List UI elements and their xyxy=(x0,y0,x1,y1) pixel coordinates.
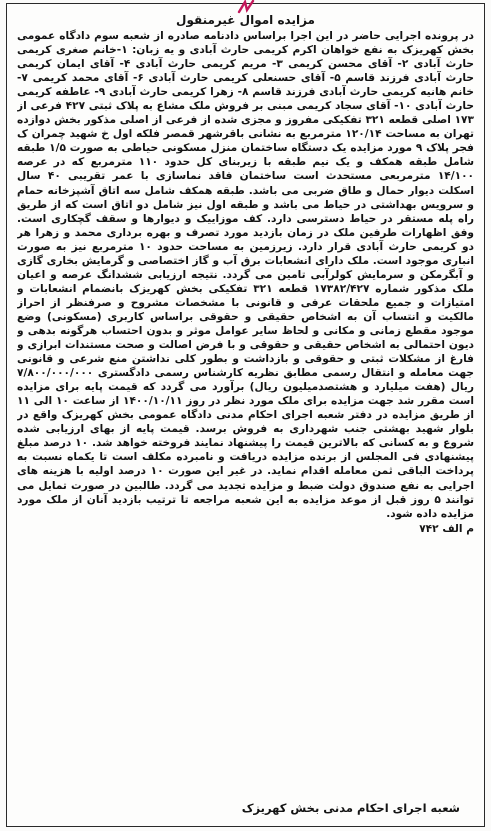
notice-reference: م الف ۷۴۲ xyxy=(419,522,474,535)
notice-frame xyxy=(6,3,485,827)
notice-content xyxy=(17,12,474,818)
notice-body: در پرونده اجرایی حاضر در این اجرا براساس دادنامه صادره از شعبه سوم دادگاه عمومی بخش کهریزک به نفع خواهان اکرم کریمی حارث آبادی و یه زبان: ۱-خانم صغری کریمی حارث آبادی ۲- آقای محسن کریمی ۳- مریم کریمی حارث آبادی ۴- آقای ایمان کریمی حارث آبادی فرزند قاسم ۵- آقای حسنعلی کریمی حارث آبادی ۶- آقای محمد کریمی ۷- خانم هانیه کریمی حارث آبادی فرزند قاسم ۸- زهرا کریمی حارث آبادی ۹- عاطفه کریمی حارث آبادی ۱۰- آقای سجاد کریمی مبنی بر فروش ملک مشاع به پلاک ثبتی ۴۲۷ فرعی از ۱۷۳ اصلی قطعه ۳۲۱ تفکیکی مفروز و مجزی شده از فرعی از اصلی مذکور بخش دوازده تهران به مساحت ۱۲۰/۱۴ مترمربع به نشانی باقرشهر قمصر فلکه اول خ شهید چمران ک فجر پلاک ۹ مورد مزایده یک دستگاه ساختمان منزل مسکونی حیاطی به صورت ۱/۵ طبقه شامل طبقه همکف و یک نیم طبقه با زیربنای کل حدود ۱۱۰ مترمربع که در عرصه ۱۴/۱۰۰ مترمربعی مستحدث است ساختمان فاقد نماسازی با عمر تقریبی ۴۰ سال اسکلت دیوار حمال و طاق ضربی می باشد. طبقه همکف شامل سه اتاق آشپزخانه حمام و سرویس بهداشتی در حیاط می باشد و طبقه اول نیز شامل دو اتاق است که از طریق راه پله مستقر در حیاط دسترسی دارد. کف موزاییک و دیوارها و سقف گچکاری است. وفق اظهارات طرفین ملک در زمان بازدید مورد تصرف و بهره برداری محمد و زهرا هر دو کریمی حارث آبادی قرار دارد. زیرزمین به مساحت حدود ۱۰ مترمربع نیز به صورت انباری موجود است. ملک دارای انشعابات برق آب و گاز اختصاصی و گرمایش بخاری گازی و آبگرمکن و سرمایش کولرآبی تامین می گردد. نتیجه ارزیابی ششدانگ عرصه و اعیان ملک مذکور شماره ۱۷۳۸۲/۴۲۷ قطعه ۳۲۱ تفکیکی بخش کهریزک بانضمام انشعابات و امتیازات و جمیع ملحقات عرفی و قانونی با مشخصات مشروح و صرفنظر از احراز مالکیت و انتساب آن به اشخاص حقیقی و حقوقی براساس کاربری (مسکونی) وضع موجود مقطع زمانی و مکانی و لحاظ سایر عوامل موثر و بدون احتساب هرگونه بدهی و دیون احتمالی به اشخاص حقیقی و حقوقی و با فرض اصالت و صحت مستندات ابرازی و فارغ از مشکلات ثبتی و حقوقی و بازداشت و بطور کلی نداشتن منع شرعی و قانونی جهت معامله و انتقال رسمی مطابق نظریه کارشناس رسمی دادگستری ۷/۸۰۰/۰۰۰/۰۰۰ ریال (هفت میلیارد و هشتصدمیلیون ریال) برآورد می گردد که قیمت پایه برای مزایده است مقرر شد جهت مزایده برای ملک مورد نظر در روز ۱۴۰۰/۱۰/۱۱ از ساعت ۱۰ الی ۱۱ از طریق مزایده در دفتر شعبه اجرای احکام مدنی دادگاه عمومی بخش کهریزک واقع در بلوار شهید بهشتی جنب شهرداری به فروش برسد. قیمت پایه از بهای ارزیابی شده شروع و به کسانی که بالاترین قیمت را پیشنهاد نمایند فروخته خواهد شد. ۱۰ درصد مبلغ پیشنهادی فی المجلس از برنده مزایده دریافت و نامبرده مکلف است تا یکماه نسبت به پرداخت الباقی ثمن معامله اقدام نماید. در غیر این صورت ۱۰ درصد اولیه با هزینه های اجرایی به نفع صندوق دولت ضبط و مزایده تجدید می گردد. طالبین در صورت تمایل می توانند ۵ روز قبل از موعد مزایده به این شعبه مراجعه تا ترتیب بازدید آنان از ملک مورد مزایده داده شود. xyxy=(17,30,474,520)
notice-signature: شعبه اجرای احکام مدنی بخش کهریزک xyxy=(241,801,460,815)
notice-title: مزایده اموال غیرمنقول xyxy=(176,13,315,27)
